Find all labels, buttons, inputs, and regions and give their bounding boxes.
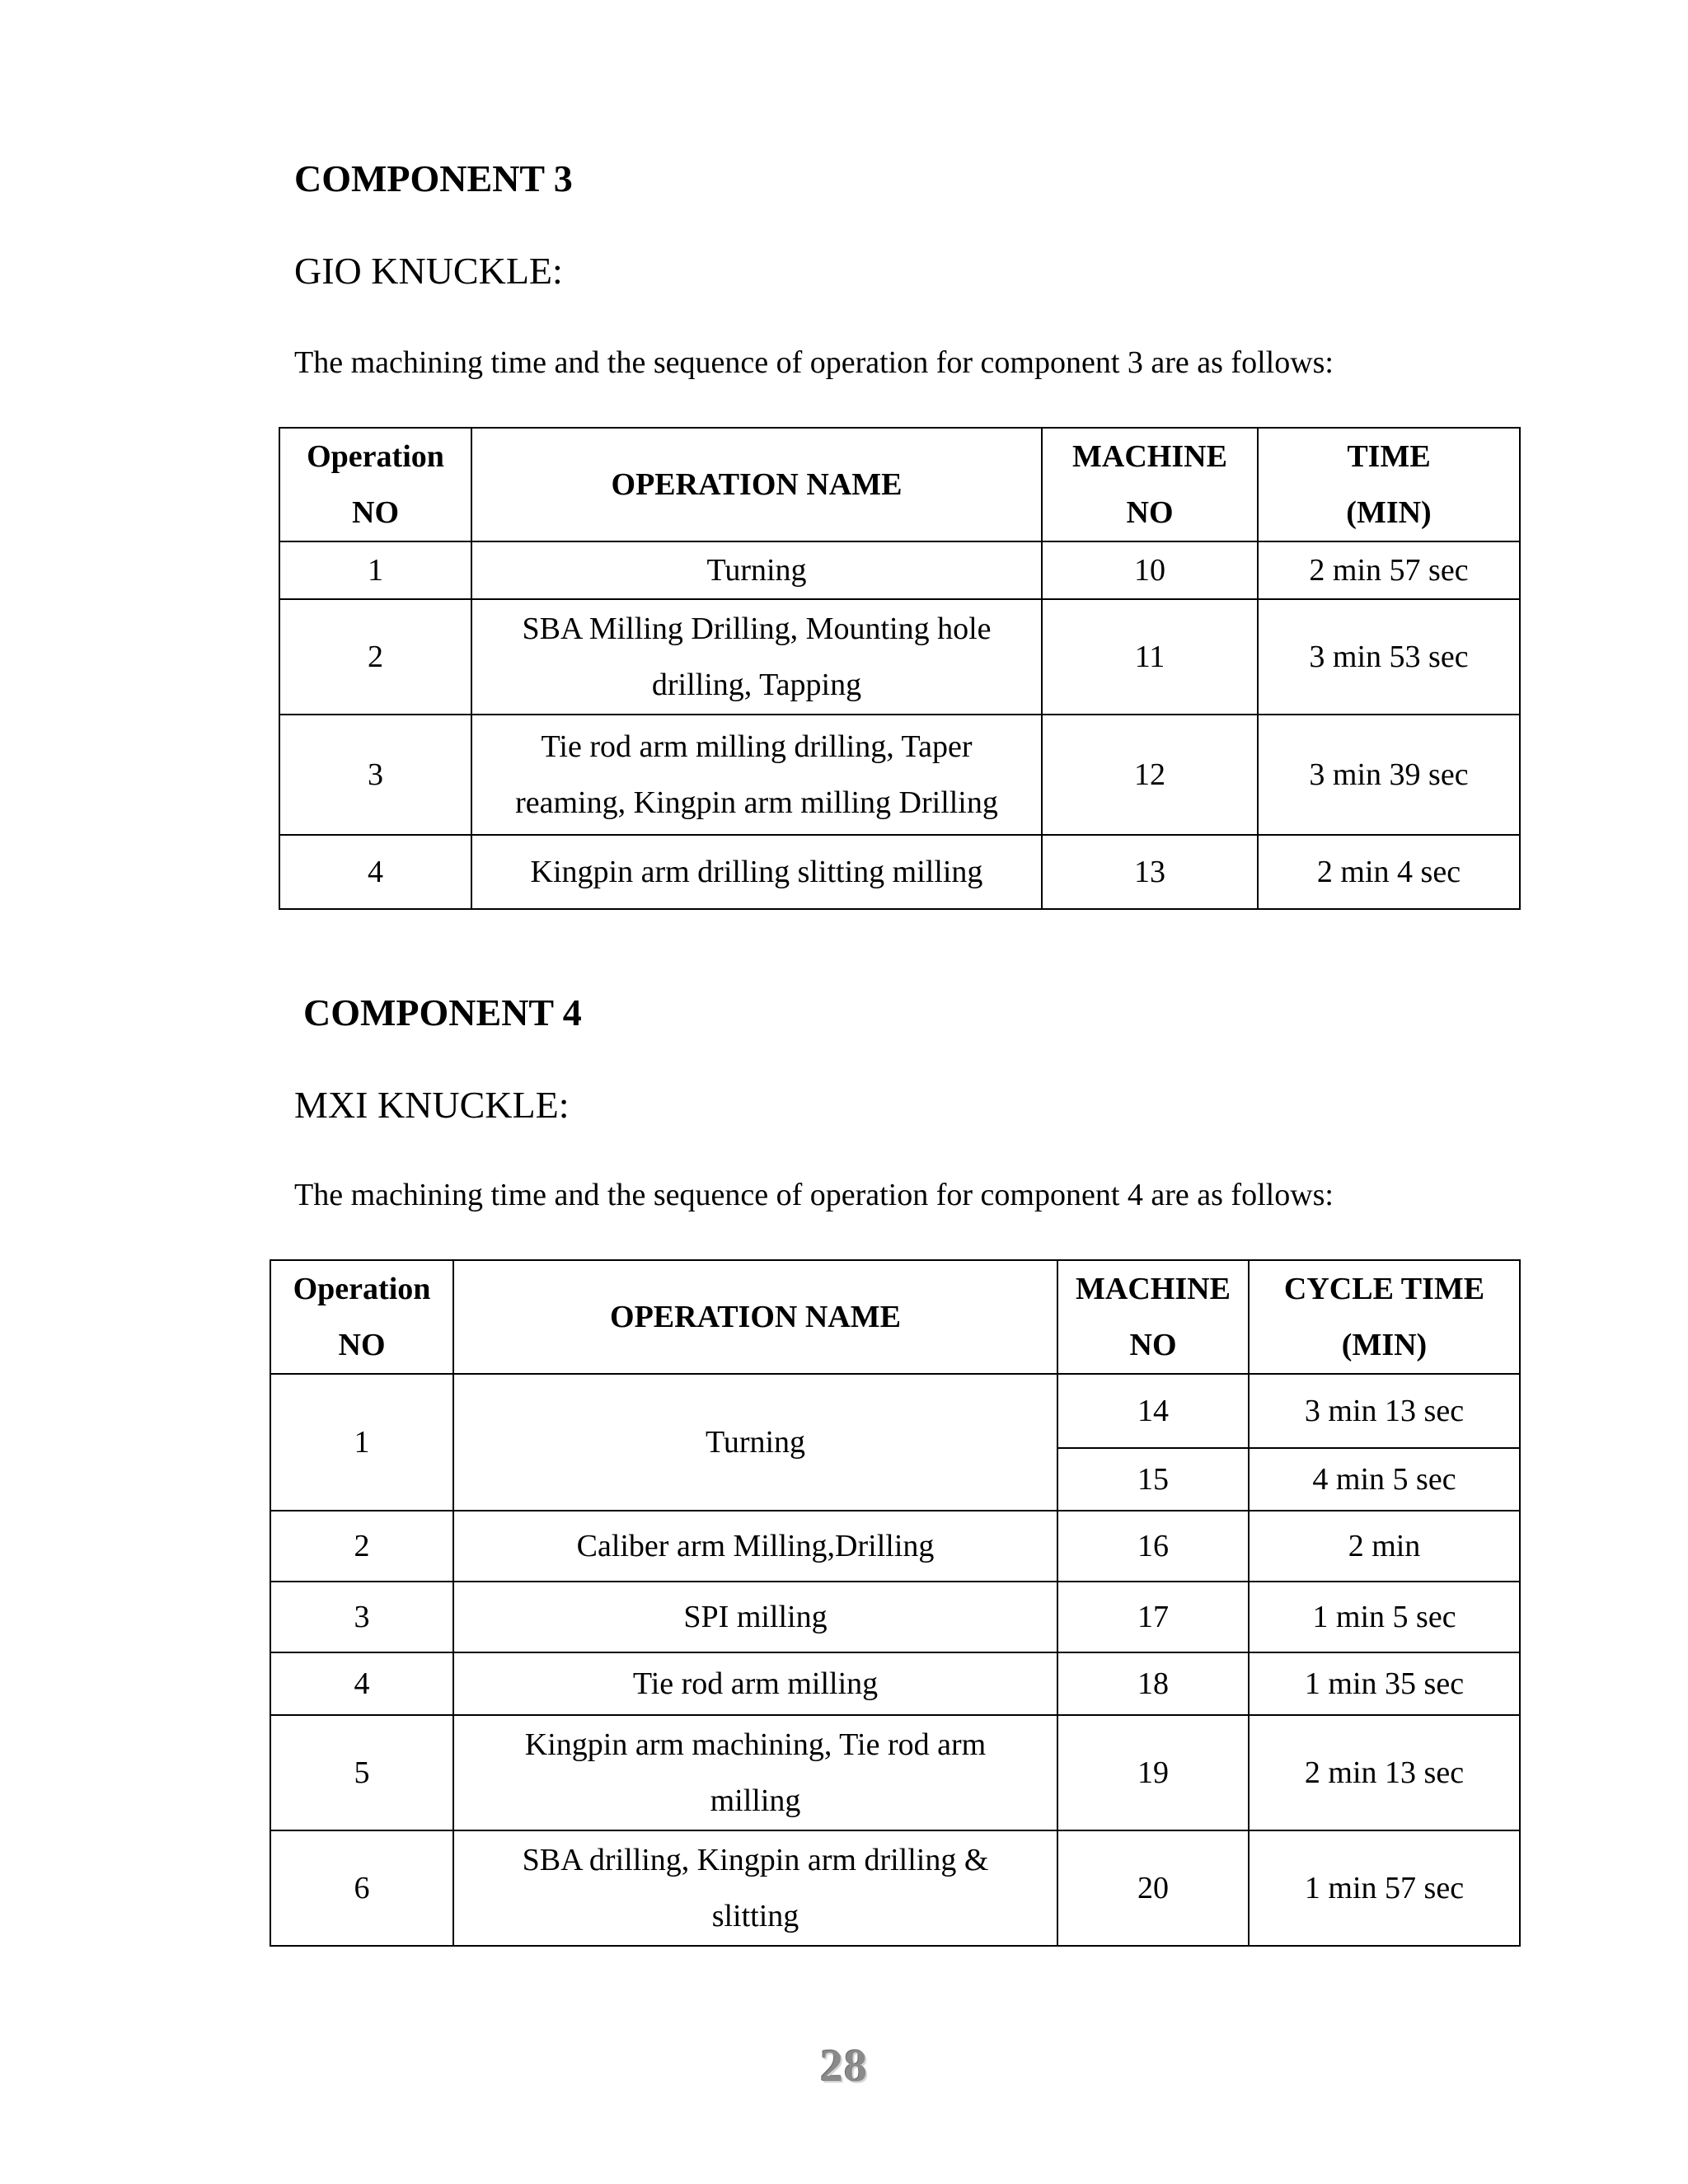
cell-op-no: 3	[270, 1582, 453, 1652]
cell-op-name: SPI milling	[453, 1582, 1057, 1652]
header-operation-name: OPERATION NAME	[453, 1260, 1057, 1374]
cell-machine-no: 20	[1057, 1830, 1249, 1946]
header-machine-no: MACHINE NO	[1057, 1260, 1249, 1374]
cell-time: 4 min 5 sec	[1249, 1448, 1520, 1511]
cell-time: 3 min 13 sec	[1249, 1374, 1520, 1448]
cell-time: 2 min 4 sec	[1258, 835, 1520, 909]
component4-title: COMPONENT 4	[303, 991, 582, 1033]
component3-subtitle: GIO KNUCKLE:	[294, 250, 563, 292]
header-operation-no: Operation NO	[279, 428, 471, 541]
cell-op-name: Kingpin arm drilling slitting milling	[471, 835, 1042, 909]
cell-op-name: Tie rod arm milling	[453, 1652, 1057, 1715]
cell-op-no: 6	[270, 1830, 453, 1946]
cell-machine-no: 15	[1057, 1448, 1249, 1511]
cell-op-no: 3	[279, 715, 471, 835]
table-row	[270, 1582, 1520, 1652]
cell-op-name: Caliber arm Milling,Drilling	[453, 1511, 1057, 1582]
component4-subtitle: MXI KNUCKLE:	[294, 1084, 570, 1126]
cell-op-no: 4	[270, 1652, 453, 1715]
table-header-row	[270, 1260, 1520, 1374]
cell-machine-no: 19	[1057, 1715, 1249, 1830]
cell-machine-no: 18	[1057, 1652, 1249, 1715]
cell-op-name: SBA drilling, Kingpin arm drilling & slitting	[453, 1830, 1057, 1946]
cell-op-name: SBA Milling Drilling, Mounting hole drilling, Tapping	[471, 599, 1042, 715]
cell-op-no: 5	[270, 1715, 453, 1830]
cell-machine-no: 11	[1042, 599, 1258, 715]
component3-title: COMPONENT 3	[294, 157, 573, 199]
cell-machine-no: 10	[1042, 541, 1258, 599]
cell-machine-no: 14	[1057, 1374, 1249, 1448]
header-operation-name: OPERATION NAME	[471, 428, 1042, 541]
cell-time: 2 min 57 sec	[1258, 541, 1520, 599]
cell-op-name: Kingpin arm machining, Tie rod arm milling	[453, 1715, 1057, 1830]
cell-op-name: Turning	[471, 541, 1042, 599]
table-row	[270, 1715, 1520, 1830]
cell-op-name: Tie rod arm milling drilling, Taper reaming, Kingpin arm milling Drilling	[471, 715, 1042, 835]
cell-machine-no: 13	[1042, 835, 1258, 909]
cell-time: 3 min 39 sec	[1258, 715, 1520, 835]
header-machine-no: MACHINE NO	[1042, 428, 1258, 541]
table-row	[279, 541, 1520, 599]
cell-op-no: 2	[279, 599, 471, 715]
table-row	[270, 1652, 1520, 1715]
cell-machine-no: 16	[1057, 1511, 1249, 1582]
component4-table	[270, 1259, 1521, 1947]
header-time: TIME (MIN)	[1258, 428, 1520, 541]
cell-op-no: 2	[270, 1511, 453, 1582]
cell-time: 1 min 5 sec	[1249, 1582, 1520, 1652]
cell-op-name: Turning	[453, 1374, 1057, 1511]
page-number: 28	[820, 2041, 868, 2092]
cell-op-no: 4	[279, 835, 471, 909]
table-row	[270, 1374, 1520, 1448]
cell-op-no: 1	[279, 541, 471, 599]
component4-intro: The machining time and the sequence of operation for component 4 are as follows:	[294, 1178, 1334, 1212]
cell-time: 2 min 13 sec	[1249, 1715, 1520, 1830]
cell-time: 1 min 57 sec	[1249, 1830, 1520, 1946]
header-cycle-time: CYCLE TIME (MIN)	[1249, 1260, 1520, 1374]
table-row	[270, 1511, 1520, 1582]
component3-intro: The machining time and the sequence of operation for component 3 are as follows:	[294, 345, 1334, 380]
table-row	[279, 715, 1520, 835]
cell-machine-no: 17	[1057, 1582, 1249, 1652]
table-row	[270, 1830, 1520, 1946]
table-header-row	[279, 428, 1520, 541]
component3-table	[279, 427, 1521, 910]
table-row	[279, 835, 1520, 909]
cell-time: 2 min	[1249, 1511, 1520, 1582]
cell-time: 3 min 53 sec	[1258, 599, 1520, 715]
table-row	[279, 599, 1520, 715]
cell-op-no: 1	[270, 1374, 453, 1511]
cell-machine-no: 12	[1042, 715, 1258, 835]
cell-time: 1 min 35 sec	[1249, 1652, 1520, 1715]
header-operation-no: Operation NO	[270, 1260, 453, 1374]
